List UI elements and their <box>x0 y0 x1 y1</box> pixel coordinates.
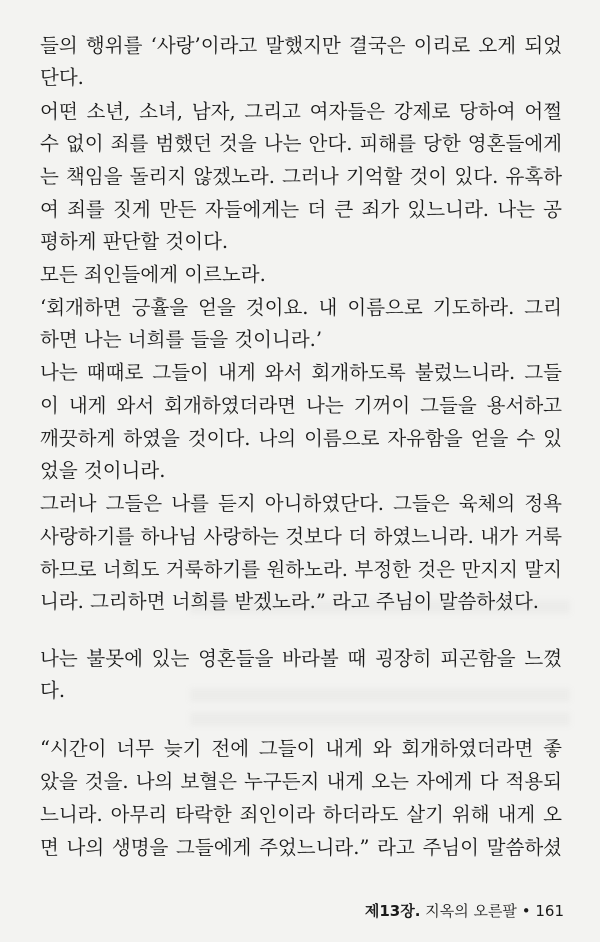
footer-bullet: • <box>521 902 531 920</box>
text-line: 평하게 판단할 것이다. <box>40 230 229 253</box>
text-line: 여 죄를 짓게 만든 자들에게는 더 큰 죄가 있느니라. 나는 공 <box>40 198 562 221</box>
text-line: 어떤 소년, 소녀, 남자, 그리고 여자들은 강제로 당하여 어쩔 <box>40 100 562 123</box>
text-line: 모든 죄인들에게 이르노라. <box>40 263 266 286</box>
text-line: 이 내게 와서 회개하였더라면 나는 기꺼이 그들을 용서하고 <box>40 394 562 417</box>
text-line: 깨끗하게 하였을 것이다. 나의 이름으로 자유함을 얻을 수 있 <box>40 427 562 450</box>
bleed-through-shadow <box>190 712 570 726</box>
text-line: 니라. 그리하면 너희를 받겠노라.” 라고 주님이 말씀하셨다. <box>40 590 540 613</box>
text-line: 단다. <box>40 66 84 89</box>
text-line: 면 나의 생명을 그들에게 주었느니라.” 라고 주님이 말씀하셨 <box>40 836 562 859</box>
text-line: 나는 불못에 있는 영혼들을 바라볼 때 굉장히 피곤함을 느꼈 <box>40 647 562 670</box>
text-line: 었을 것이니라. <box>40 459 166 482</box>
text-line: 는 책임을 돌리지 않겠노라. 그러나 기억할 것이 있다. 유혹하 <box>40 165 562 188</box>
chapter-title: 지옥의 오른팔 <box>425 902 517 920</box>
text-line: 하면 나는 너희를 들을 것이니라.’ <box>40 328 323 351</box>
text-line: “시간이 너무 늦기 전에 그들이 내게 와 회개하였더라면 좋 <box>40 737 562 760</box>
text-line: 나는 때때로 그들이 내게 와서 회개하도록 불렀느니라. 그들 <box>40 361 562 384</box>
text-line: 았을 것을. 나의 보혈은 누구든지 내게 오는 자에게 다 적용되 <box>40 770 562 793</box>
text-line: 느니라. 아무리 타락한 죄인이라 하더라도 살기 위해 내게 오 <box>40 803 562 826</box>
chapter-number: 제13장. <box>364 902 421 920</box>
text-line: 하므로 너희도 거룩하기를 원하노라. 부정한 것은 만지지 말지 <box>40 558 562 581</box>
text-line: 들의 행위를 ‘사랑’이라고 말했지만 결국은 이리로 오게 되었 <box>40 34 562 57</box>
text-line: 그러나 그들은 나를 듣지 아니하였단다. 그들은 육체의 정욕 <box>40 492 562 515</box>
page-number: 161 <box>535 902 564 920</box>
text-line: 다. <box>40 679 66 702</box>
page-footer <box>365 900 564 921</box>
text-line: ‘회개하면 긍휼을 얻을 것이요. 내 이름으로 기도하라. 그리 <box>40 296 562 319</box>
text-line: 사랑하기를 하나님 사랑하는 것보다 더 하였느니라. 내가 거룩 <box>40 525 562 548</box>
text-line: 수 없이 죄를 범했던 것을 나는 안다. 피해를 당한 영혼들에게 <box>40 132 562 155</box>
